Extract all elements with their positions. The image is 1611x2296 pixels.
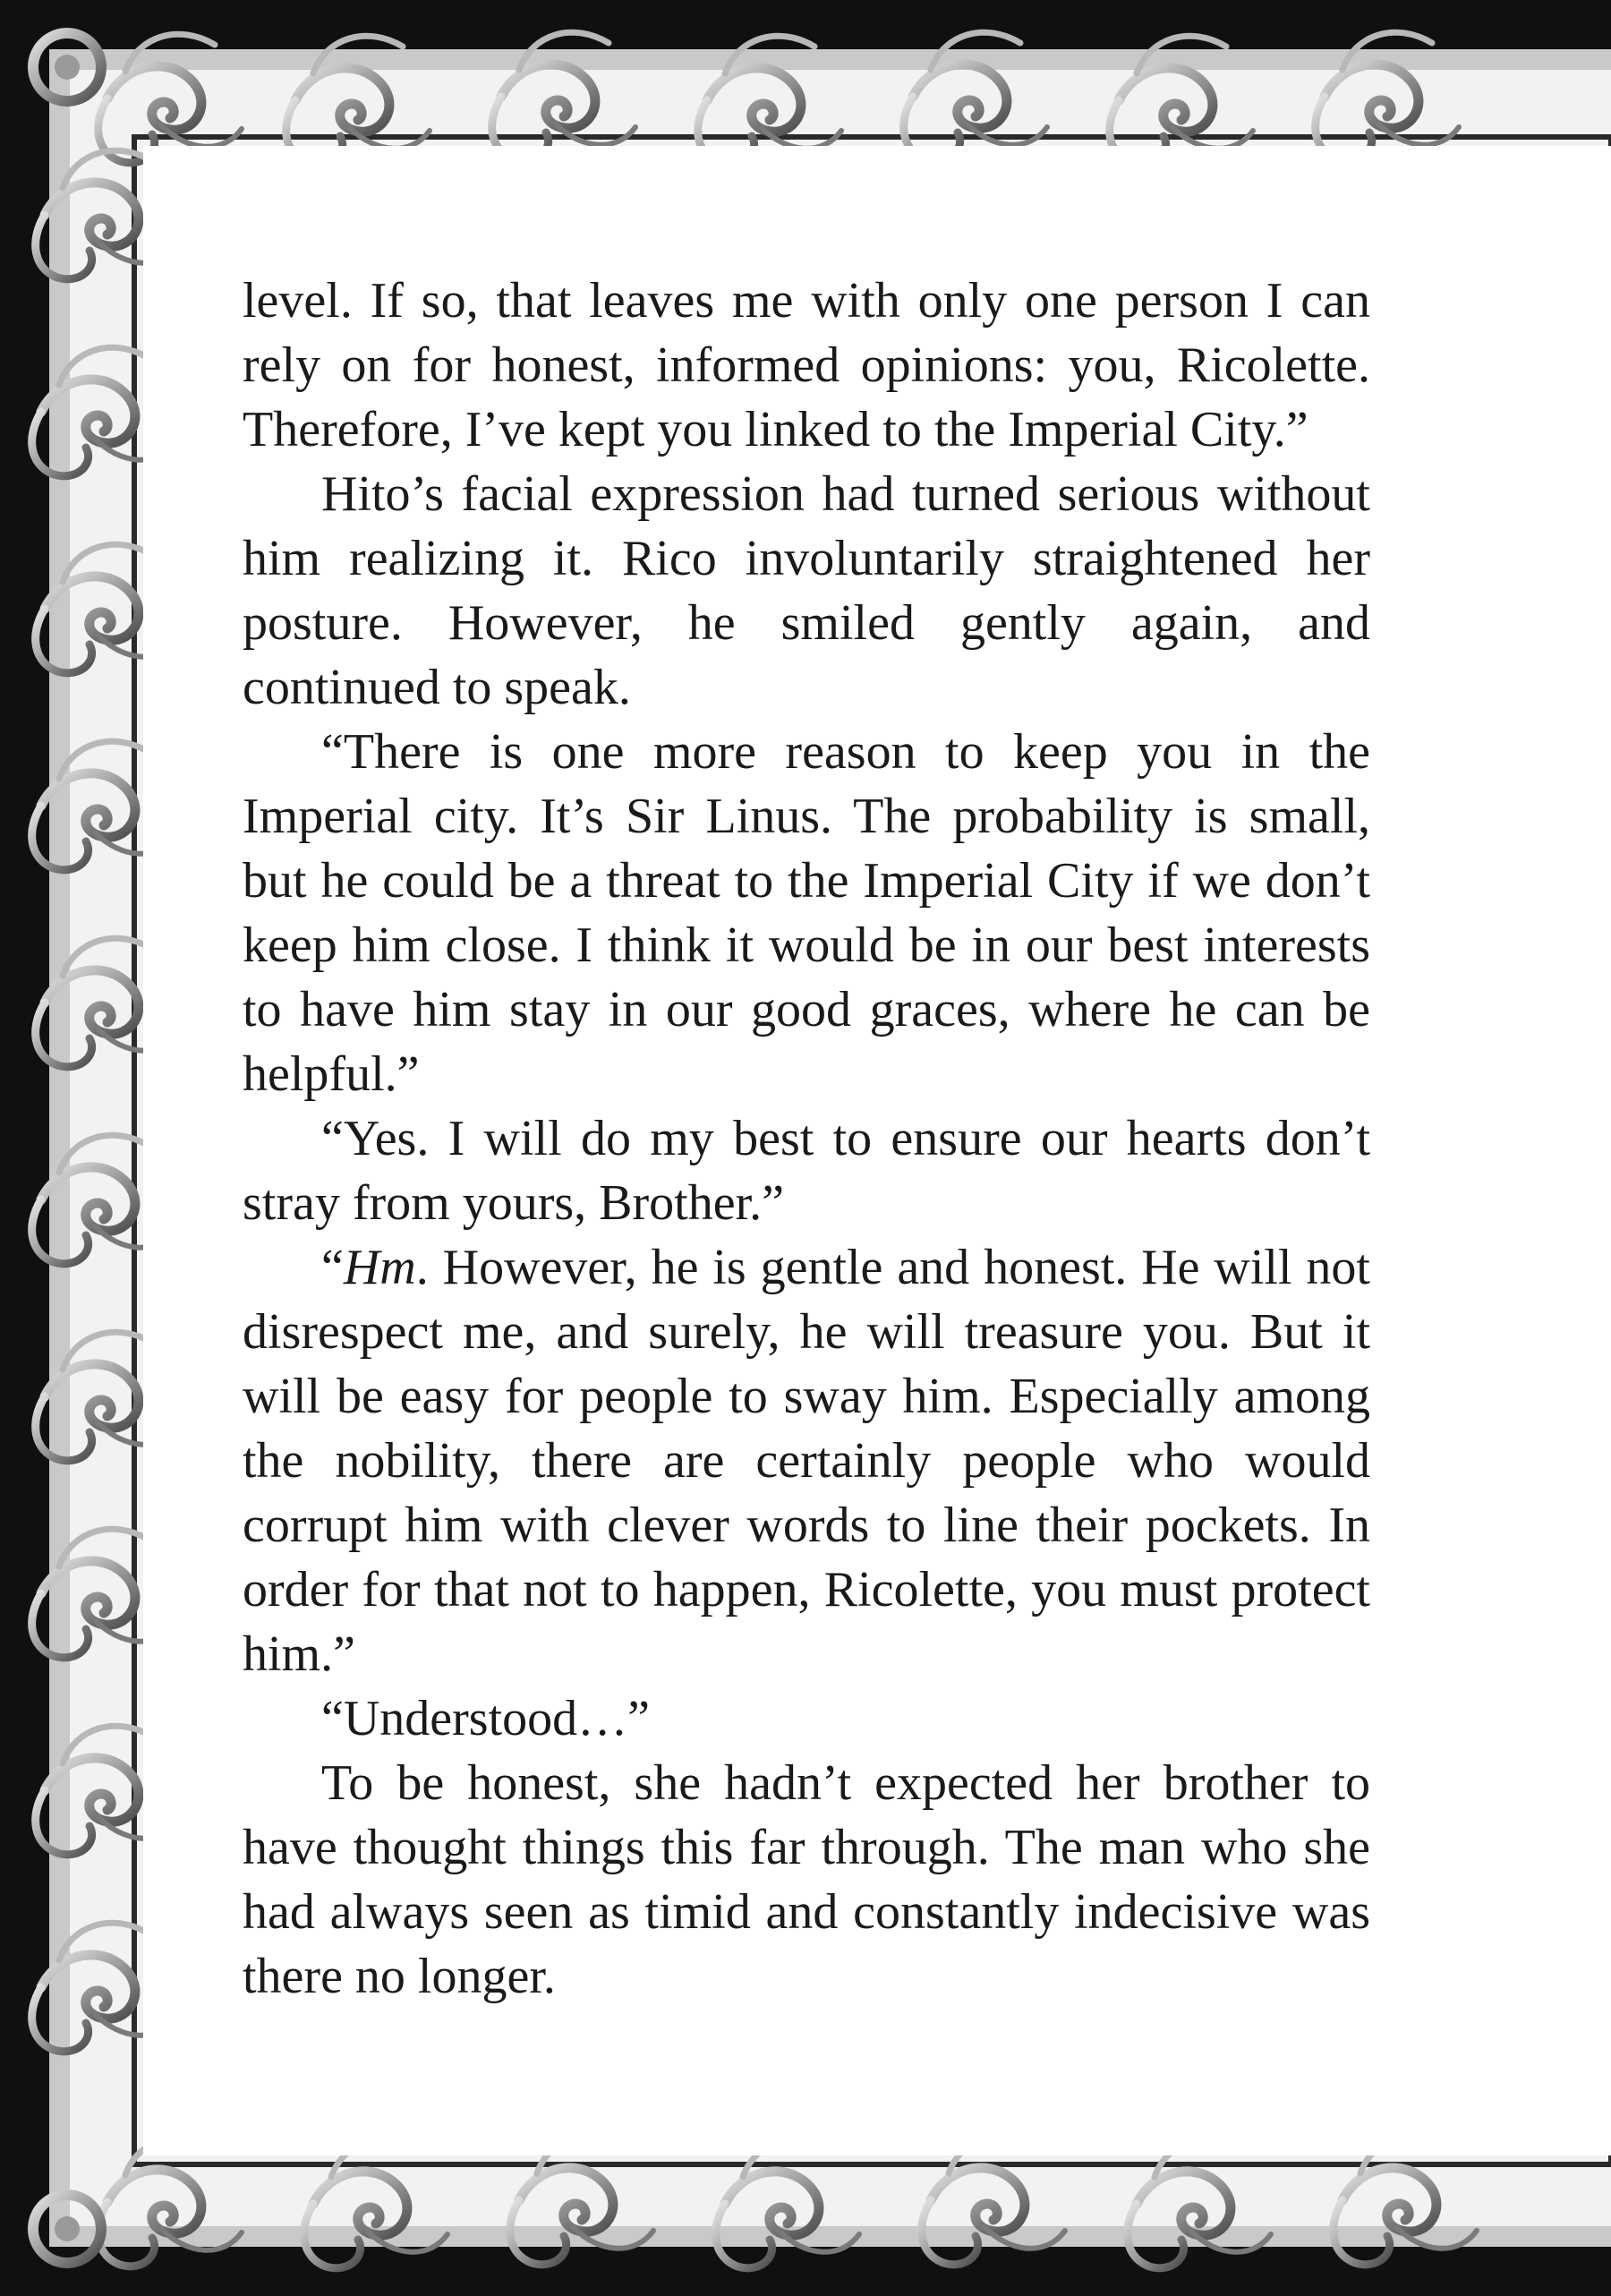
italic-word: Hm bbox=[343, 1240, 416, 1295]
paragraph-text: . However, he is gentle and honest. He will not disrespect me, and surely, he will treasure you. But it will be easy for people to sway him. Especially among the nobility, there are certainly people who would corrupt him with clever words to line their pockets. In order for that not to happen, Ricolette, you must protect him.” bbox=[243, 1240, 1370, 1682]
paragraph: level. If so, that leaves me with only one person I can rely on for honest, informed opinions: you, Ricolette. Therefore, I’ve kept you linked to the Imperial City.” bbox=[243, 273, 1370, 457]
paragraph: Hito’s facial expression had turned serious without him realizing it. Rico involuntarily straightened her posture. However, he smiled gently again, and continued to speak. bbox=[243, 466, 1370, 715]
paragraph: “Understood…” bbox=[321, 1691, 651, 1746]
quote-mark: “ bbox=[321, 1240, 344, 1295]
paragraph: “Yes. I will do my best to ensure our hearts don’t stray from yours, Brother.” bbox=[243, 1111, 1370, 1231]
text-block bbox=[243, 269, 1370, 2009]
paragraph: To be honest, she hadn’t expected her brother to have thought things this far through. The man who she had always seen as timid and constantly indecisive was there no longer. bbox=[243, 1755, 1370, 2004]
paragraph: “There is one more reason to keep you in the Imperial city. It’s Sir Linus. The probability is small, but he could be a threat to the Imperial City if we don’t keep him close. I think it would be in our best interests to have him stay in our good graces, where he can be helpful.” bbox=[243, 724, 1370, 1102]
paragraph bbox=[243, 1235, 1370, 1686]
